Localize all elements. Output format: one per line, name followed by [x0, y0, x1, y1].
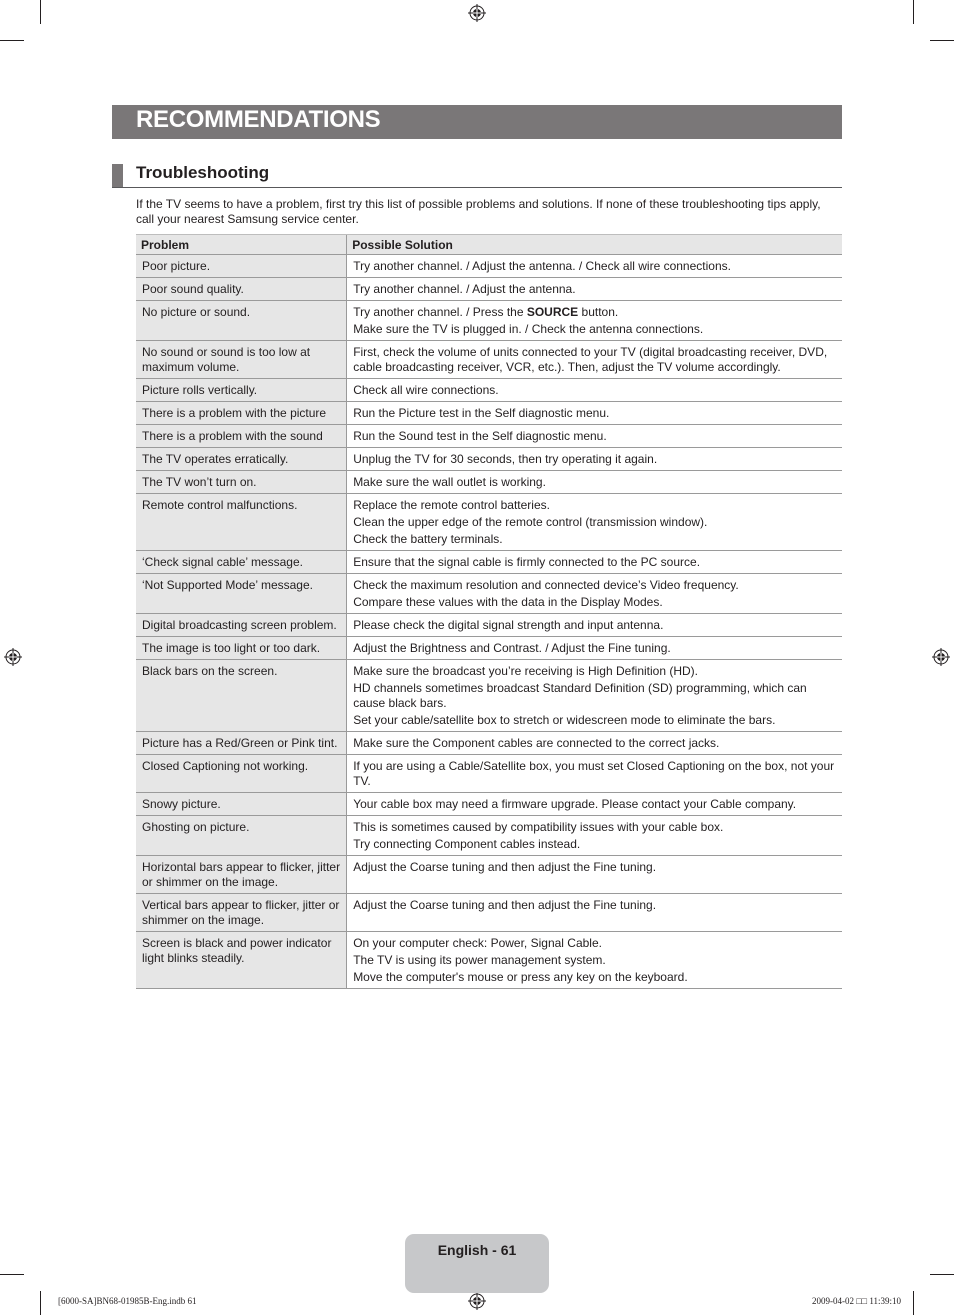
solution-line: Make sure the Component cables are connected to the correct jacks.: [353, 736, 720, 750]
solution-cell: [347, 732, 842, 755]
table-row: [136, 614, 842, 637]
table-row: [136, 551, 842, 574]
problem-cell: Poor sound quality.: [136, 278, 347, 301]
section-heading: [112, 162, 842, 188]
chapter-title-bar: [112, 105, 842, 139]
solution-cell: [347, 932, 842, 989]
problem-cell: There is a problem with the picture: [136, 402, 347, 425]
print-date-slug: 2009-04-02 □□ 11:39:10: [811, 1296, 901, 1306]
solution-line: First, check the volume of units connected to your TV (digital broadcasting receiver, DVD, cable broadcasting receiver, VCR, etc.). Then, adjust the TV volume accordingly.: [353, 345, 828, 374]
solution-line: Set your cable/satellite box to stretch or widescreen mode to eliminate the bars.: [353, 713, 776, 727]
troubleshooting-table: [136, 234, 842, 989]
problem-cell: ‘Check signal cable’ message.: [136, 551, 347, 574]
solution-line: Your cable box may need a firmware upgrade. Please contact your Cable company.: [353, 797, 797, 811]
solution-cell: [347, 755, 842, 793]
registration-mark-icon: [4, 648, 22, 666]
solution-line: Ensure that the signal cable is firmly connected to the PC source.: [353, 555, 701, 569]
problem-cell: Closed Captioning not working.: [136, 755, 347, 793]
solution-line: Try connecting Component cables instead.: [353, 837, 581, 851]
solution-cell: [347, 793, 842, 816]
solution-line: Make sure the TV is plugged in. / Check the antenna connections.: [353, 322, 704, 336]
solution-cell: [347, 637, 842, 660]
table-row: [136, 660, 842, 732]
page-number: English - 61: [437, 1242, 517, 1258]
solution-line: Try another channel. / Press the SOURCE button.: [353, 305, 619, 319]
solution-cell: [347, 255, 842, 278]
solution-cell: [347, 816, 842, 856]
file-slug: [6000-SA]BN68-01985B-Eng.indb 61: [58, 1296, 197, 1306]
crop-mark-icon: [930, 40, 954, 41]
solution-cell: [347, 379, 842, 402]
problem-cell: ‘Not Supported Mode’ message.: [136, 574, 347, 614]
solution-line: HD channels sometimes broadcast Standard Definition (SD) programming, which can cause black bars.: [353, 681, 807, 710]
table-row: [136, 856, 842, 894]
solution-line: Clean the upper edge of the remote control (transmission window).: [353, 515, 708, 529]
solution-cell: [347, 402, 842, 425]
solution-line: Check all wire connections.: [353, 383, 499, 397]
table-row: [136, 379, 842, 402]
solution-cell: [347, 894, 842, 932]
solution-cell: [347, 856, 842, 894]
problem-cell: Remote control malfunctions.: [136, 494, 347, 551]
solution-cell: [347, 494, 842, 551]
solution-cell: [347, 660, 842, 732]
problem-cell: Screen is black and power indicator light blinks steadily.: [136, 932, 347, 989]
registration-mark-icon: [468, 1292, 486, 1310]
section-title: Troubleshooting: [136, 163, 270, 182]
solution-cell: [347, 574, 842, 614]
table-row: [136, 255, 842, 278]
table-row: [136, 793, 842, 816]
solution-line: Adjust the Brightness and Contrast. / Adjust the Fine tuning.: [353, 641, 671, 655]
problem-cell: Digital broadcasting screen problem.: [136, 614, 347, 637]
table-row: [136, 574, 842, 614]
solution-cell: [347, 448, 842, 471]
table-row: [136, 471, 842, 494]
solution-line: The TV is using its power management system.: [353, 953, 606, 967]
solution-cell: [347, 301, 842, 341]
table-row: [136, 301, 842, 341]
solution-line: Compare these values with the data in the Display Modes.: [353, 595, 663, 609]
problem-cell: No sound or sound is too low at maximum volume.: [136, 341, 347, 379]
crop-mark-icon: [913, 0, 914, 24]
solution-line: Run the Sound test in the Self diagnostic menu.: [353, 429, 607, 443]
table-row: [136, 278, 842, 301]
problem-cell: No picture or sound.: [136, 301, 347, 341]
solution-cell: [347, 341, 842, 379]
table-row: [136, 932, 842, 989]
section-marker: [112, 164, 123, 187]
solution-line: If you are using a Cable/Satellite box, you must set Closed Captioning on the box, not your TV.: [353, 759, 835, 788]
registration-mark-icon: [932, 648, 950, 666]
table-row: [136, 755, 842, 793]
table-row: [136, 425, 842, 448]
solution-line: Make sure the wall outlet is working.: [353, 475, 546, 489]
problem-cell: Ghosting on picture.: [136, 816, 347, 856]
page-number-tab: [405, 1234, 549, 1293]
solution-cell: [347, 471, 842, 494]
table-row: [136, 732, 842, 755]
solution-line: Check the battery terminals.: [353, 532, 503, 546]
solution-line: This is sometimes caused by compatibility issues with your cable box.: [353, 820, 724, 834]
crop-mark-icon: [0, 1274, 24, 1275]
problem-cell: Poor picture.: [136, 255, 347, 278]
solution-line: Try another channel. / Adjust the antenna. / Check all wire connections.: [353, 259, 731, 273]
solution-line: Adjust the Coarse tuning and then adjust the Fine tuning.: [353, 860, 657, 874]
solution-line: On your computer check: Power, Signal Cable.: [353, 936, 602, 950]
problem-cell: The image is too light or too dark.: [136, 637, 347, 660]
column-header-problem: Problem: [136, 235, 347, 255]
chapter-title: RECOMMENDATIONS: [136, 106, 381, 133]
problem-cell: Horizontal bars appear to flicker, jitter or shimmer on the image.: [136, 856, 347, 894]
crop-mark-icon: [40, 1291, 41, 1315]
solution-line: Move the computer's mouse or press any key on the keyboard.: [353, 970, 688, 984]
problem-cell: Snowy picture.: [136, 793, 347, 816]
solution-cell: [347, 278, 842, 301]
solution-line: Please check the digital signal strength and input antenna.: [353, 618, 664, 632]
table-row: [136, 402, 842, 425]
crop-mark-icon: [913, 1291, 914, 1315]
table-row: [136, 341, 842, 379]
solution-cell: [347, 425, 842, 448]
solution-line: Check the maximum resolution and connected device’s Video frequency.: [353, 578, 739, 592]
solution-line: Make sure the broadcast you’re receiving is High Definition (HD).: [353, 664, 698, 678]
table-row: [136, 494, 842, 551]
crop-mark-icon: [930, 1274, 954, 1275]
table-row: [136, 816, 842, 856]
solution-line: Unplug the TV for 30 seconds, then try operating it again.: [353, 452, 658, 466]
table-row: [136, 448, 842, 471]
intro-paragraph: If the TV seems to have a problem, first try this list of possible problems and solutions. If none of these troubleshooting tips apply, call your nearest Samsung service center.: [136, 197, 821, 226]
table-header-row: [136, 235, 842, 255]
table-row: [136, 894, 842, 932]
problem-cell: Black bars on the screen.: [136, 660, 347, 732]
table-row: [136, 637, 842, 660]
problem-cell: The TV won’t turn on.: [136, 471, 347, 494]
solution-line: Try another channel. / Adjust the antenna.: [353, 282, 576, 296]
solution-line: Adjust the Coarse tuning and then adjust the Fine tuning.: [353, 898, 657, 912]
crop-mark-icon: [40, 0, 41, 24]
column-header-solution: Possible Solution: [347, 235, 842, 255]
solution-line: Replace the remote control batteries.: [353, 498, 550, 512]
solution-cell: [347, 614, 842, 637]
problem-cell: Picture has a Red/Green or Pink tint.: [136, 732, 347, 755]
problem-cell: There is a problem with the sound: [136, 425, 347, 448]
problem-cell: Picture rolls vertically.: [136, 379, 347, 402]
solution-line: Run the Picture test in the Self diagnostic menu.: [353, 406, 610, 420]
crop-mark-icon: [0, 40, 24, 41]
problem-cell: Vertical bars appear to flicker, jitter or shimmer on the image.: [136, 894, 347, 932]
registration-mark-icon: [468, 4, 486, 22]
problem-cell: The TV operates erratically.: [136, 448, 347, 471]
solution-cell: [347, 551, 842, 574]
